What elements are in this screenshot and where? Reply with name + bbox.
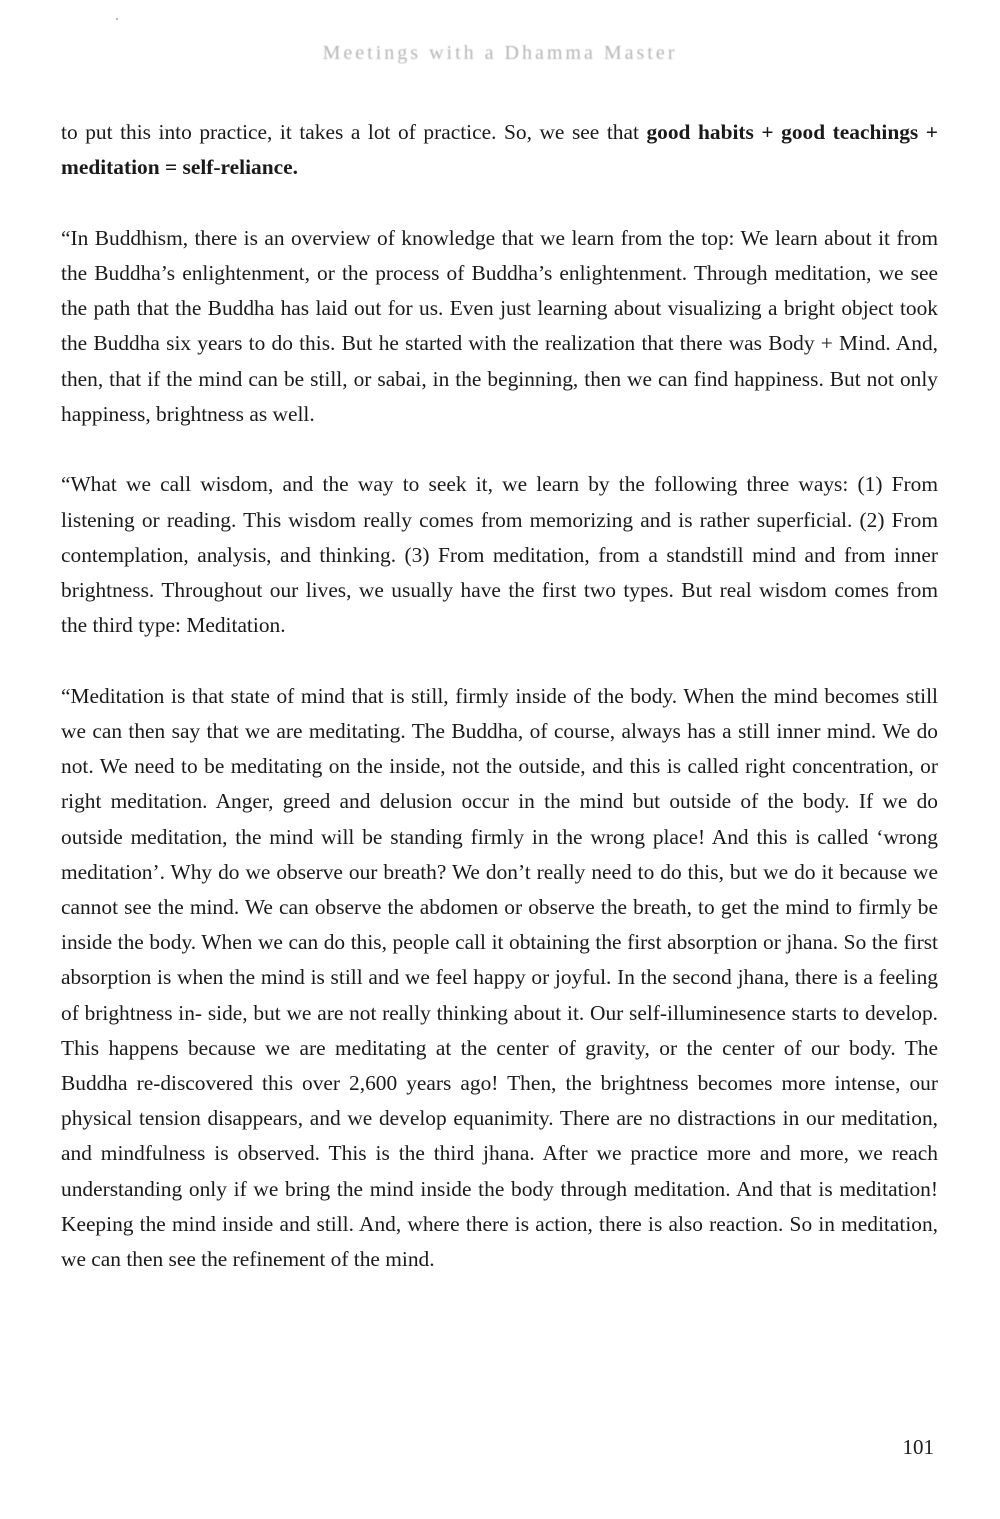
page-body — [61, 115, 938, 1277]
paragraph-4: “Meditation is that state of mind that is still, firmly inside of the body. When the mind becomes still we can then say that we are meditating. The Buddha, of course, always has a still inner mind. We do not. We need to be meditating on the inside, not the outside, and this is called right concentration, or right meditation. Anger, greed and delusion occur in the mind but outside of the body. If we do outside meditation, the mind will be standing firmly in the wrong place! And this is called ‘wrong meditation’. Why do we observe our breath? We don’t really need to do this, but we do it because we cannot see the mind. We can observe the abdomen or observe the breath, to get the mind to firmly be inside the body. When we can do this, people call it obtaining the first absorption or jhana. So the first absorption is when the mind is still and we feel happy or joyful. In the second jhana, there is a feeling of brightness in- side, but we are not really thinking about it. Our self-illuminesence starts to develop. This happens because we are meditating at the center of gravity, or the center of our body. The Buddha re-discovered this over 2,600 years ago! Then, the brightness becomes more intense, our physical tension disappears, and we develop equanimity. There are no distractions in our meditation, and mindfulness is observed. This is the third jhana. After we practice more and more, we reach understanding only if we bring the mind inside the body through meditation. And that is meditation! Keeping the mind inside and still. And, where there is action, there is also reaction. So in meditation, we can then see the refinement of the mind. — [61, 683, 938, 1272]
paragraph-1-text: to put this into practice, it takes a lot of practice. So, we see that — [61, 120, 647, 144]
paragraph-1 — [61, 115, 938, 185]
page-number: 101 — [902, 1435, 934, 1459]
paragraph-1-emphasis: good habits + good teachings + meditation = self-reliance. — [61, 120, 938, 180]
scan-artifact-dot — [116, 18, 118, 20]
paragraph-3: “What we call wisdom, and the way to seek it, we learn by the following three ways: (1) From listening or reading. This wisdom really comes from memorizing and is rather superficial. (2) From contemplation, analysis, and thinking. (3) From meditation, from a standstill mind and from inner brightness. Throughout our lives, we usually have the first two types. But real wisdom comes from the third type: Meditation. — [61, 472, 938, 638]
paragraph-2: “In Buddhism, there is an overview of knowledge that we learn from the top: We learn about it from the Buddha’s enlightenment, or the process of Buddha’s enlightenment. Through meditation, we see the path that the Buddha has laid out for us. Even just learning about visualizing a bright object took the Buddha six years to do this. But he started with the realization that there was Body + Mind. And, then, that if the mind can be still, or sabai, in the beginning, then we can find happiness. But not only happiness, brightness as well. — [61, 225, 938, 426]
running-header: Meetings with a Dhamma Master — [322, 42, 678, 64]
